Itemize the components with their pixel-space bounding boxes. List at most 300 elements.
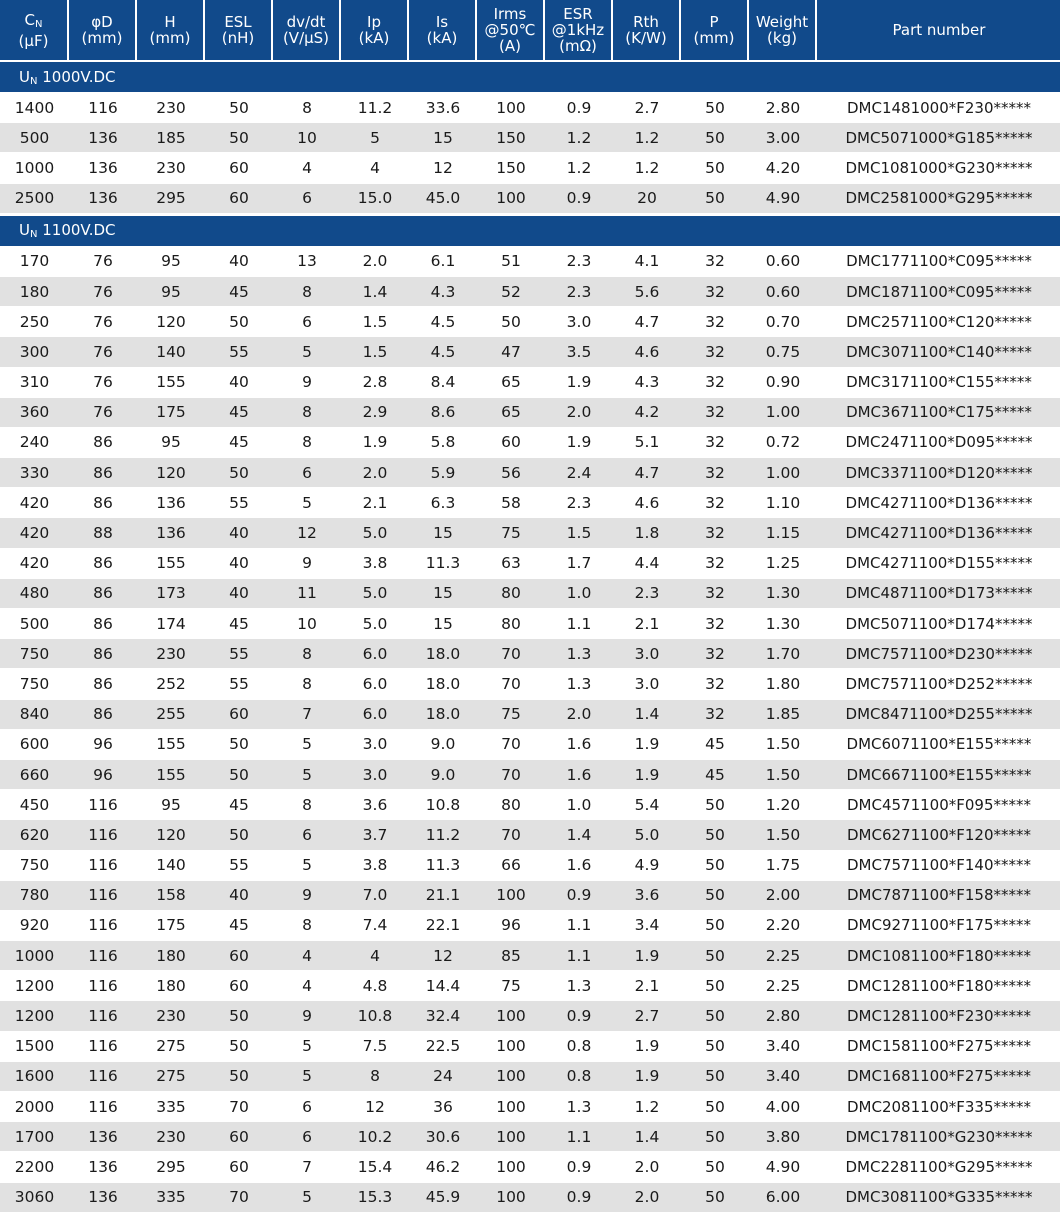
cell-esl: 60 bbox=[205, 1152, 273, 1182]
column-header-part-number bbox=[817, 0, 1060, 60]
cell-diameter: 136 bbox=[69, 1122, 137, 1152]
table-row bbox=[0, 579, 1060, 609]
cell-pitch: 50 bbox=[681, 911, 749, 941]
cell-is: 15 bbox=[409, 609, 477, 639]
cell-part-number: DMC1781100*G230***** bbox=[817, 1122, 1060, 1152]
cell-dv-dt: 4 bbox=[273, 941, 341, 971]
cell-esl: 50 bbox=[205, 93, 273, 123]
cell-pitch: 50 bbox=[681, 1122, 749, 1152]
cell-weight: 1.30 bbox=[749, 579, 817, 609]
cell-capacitance: 660 bbox=[0, 760, 69, 790]
cell-height: 140 bbox=[137, 851, 205, 881]
cell-diameter: 136 bbox=[69, 153, 137, 183]
cell-dv-dt: 9 bbox=[273, 1001, 341, 1031]
cell-esl: 55 bbox=[205, 639, 273, 669]
cell-diameter: 76 bbox=[69, 368, 137, 398]
cell-pitch: 50 bbox=[681, 790, 749, 820]
cell-diameter: 136 bbox=[69, 1183, 137, 1213]
cell-rth: 3.4 bbox=[613, 911, 681, 941]
cell-esl: 50 bbox=[205, 1032, 273, 1062]
table-row bbox=[0, 820, 1060, 850]
cell-esl: 50 bbox=[205, 730, 273, 760]
cell-ip: 1.4 bbox=[341, 277, 409, 307]
cell-esr: 0.9 bbox=[545, 881, 613, 911]
cell-rth: 2.0 bbox=[613, 1152, 681, 1182]
cell-pitch: 32 bbox=[681, 247, 749, 277]
cell-diameter: 86 bbox=[69, 549, 137, 579]
cell-diameter: 86 bbox=[69, 428, 137, 458]
column-header-line: Weight bbox=[755, 13, 809, 31]
cell-esl: 55 bbox=[205, 488, 273, 518]
column-header-pitch bbox=[681, 0, 749, 60]
cell-rth: 1.2 bbox=[613, 1092, 681, 1122]
cell-esl: 60 bbox=[205, 971, 273, 1001]
cell-ip: 5.0 bbox=[341, 579, 409, 609]
cell-esr: 0.9 bbox=[545, 184, 613, 214]
cell-esr: 2.3 bbox=[545, 277, 613, 307]
cell-height: 95 bbox=[137, 790, 205, 820]
cell-is: 15 bbox=[409, 518, 477, 548]
cell-diameter: 86 bbox=[69, 458, 137, 488]
cell-dv-dt: 11 bbox=[273, 579, 341, 609]
table-row bbox=[0, 790, 1060, 820]
cell-diameter: 136 bbox=[69, 1152, 137, 1182]
cell-ip: 7.0 bbox=[341, 881, 409, 911]
cell-weight: 1.50 bbox=[749, 820, 817, 850]
cell-esl: 40 bbox=[205, 247, 273, 277]
cell-height: 335 bbox=[137, 1183, 205, 1213]
cell-irms: 85 bbox=[477, 941, 545, 971]
cell-part-number: DMC4871100*D173***** bbox=[817, 579, 1060, 609]
cell-diameter: 116 bbox=[69, 1032, 137, 1062]
cell-capacitance: 1200 bbox=[0, 1001, 69, 1031]
cell-irms: 100 bbox=[477, 1062, 545, 1092]
cell-capacitance: 1000 bbox=[0, 153, 69, 183]
cell-irms: 100 bbox=[477, 1122, 545, 1152]
cell-ip: 15.3 bbox=[341, 1183, 409, 1213]
cell-esr: 1.1 bbox=[545, 941, 613, 971]
cell-dv-dt: 10 bbox=[273, 123, 341, 153]
cell-ip: 2.8 bbox=[341, 368, 409, 398]
cell-irms: 150 bbox=[477, 123, 545, 153]
cell-dv-dt: 6 bbox=[273, 1092, 341, 1122]
table-row bbox=[0, 123, 1060, 153]
table-row bbox=[0, 307, 1060, 337]
cell-esl: 70 bbox=[205, 1092, 273, 1122]
cell-dv-dt: 6 bbox=[273, 1122, 341, 1152]
column-header-line: Is bbox=[435, 13, 449, 31]
cell-height: 158 bbox=[137, 881, 205, 911]
cell-irms: 100 bbox=[477, 1092, 545, 1122]
cell-diameter: 86 bbox=[69, 579, 137, 609]
cell-esl: 60 bbox=[205, 941, 273, 971]
cell-esl: 40 bbox=[205, 881, 273, 911]
cell-capacitance: 1700 bbox=[0, 1122, 69, 1152]
cell-ip: 2.0 bbox=[341, 458, 409, 488]
cell-ip: 2.1 bbox=[341, 488, 409, 518]
cell-esl: 50 bbox=[205, 307, 273, 337]
cell-is: 14.4 bbox=[409, 971, 477, 1001]
cell-rth: 1.4 bbox=[613, 1122, 681, 1152]
cell-dv-dt: 6 bbox=[273, 307, 341, 337]
cell-is: 30.6 bbox=[409, 1122, 477, 1152]
cell-height: 175 bbox=[137, 398, 205, 428]
cell-irms: 65 bbox=[477, 368, 545, 398]
cell-part-number: DMC2081100*F335***** bbox=[817, 1092, 1060, 1122]
cell-height: 120 bbox=[137, 820, 205, 850]
cell-rth: 2.1 bbox=[613, 609, 681, 639]
cell-weight: 4.00 bbox=[749, 1092, 817, 1122]
cell-weight: 1.80 bbox=[749, 669, 817, 699]
cell-weight: 1.10 bbox=[749, 488, 817, 518]
cell-part-number: DMC7571100*D230***** bbox=[817, 639, 1060, 669]
cell-is: 18.0 bbox=[409, 669, 477, 699]
cell-esl: 40 bbox=[205, 518, 273, 548]
cell-esr: 1.6 bbox=[545, 851, 613, 881]
cell-weight: 2.20 bbox=[749, 911, 817, 941]
column-header-line: (K/W) bbox=[625, 29, 667, 47]
cell-pitch: 32 bbox=[681, 488, 749, 518]
column-header-is bbox=[409, 0, 477, 60]
cell-diameter: 116 bbox=[69, 1092, 137, 1122]
cell-dv-dt: 8 bbox=[273, 790, 341, 820]
cell-capacitance: 750 bbox=[0, 669, 69, 699]
cell-dv-dt: 5 bbox=[273, 337, 341, 367]
cell-irms: 100 bbox=[477, 1152, 545, 1182]
table-row bbox=[0, 277, 1060, 307]
cell-part-number: DMC3371100*D120***** bbox=[817, 458, 1060, 488]
cell-part-number: DMC6671100*E155***** bbox=[817, 760, 1060, 790]
table-row bbox=[0, 700, 1060, 730]
cell-rth: 4.7 bbox=[613, 307, 681, 337]
cell-part-number: DMC3671100*C175***** bbox=[817, 398, 1060, 428]
cell-ip: 3.8 bbox=[341, 549, 409, 579]
cell-diameter: 116 bbox=[69, 1001, 137, 1031]
cell-capacitance: 750 bbox=[0, 639, 69, 669]
cell-dv-dt: 12 bbox=[273, 518, 341, 548]
cell-esl: 45 bbox=[205, 911, 273, 941]
table-row bbox=[0, 184, 1060, 214]
table-row bbox=[0, 153, 1060, 183]
cell-diameter: 86 bbox=[69, 639, 137, 669]
cell-weight: 1.85 bbox=[749, 700, 817, 730]
cell-is: 11.3 bbox=[409, 851, 477, 881]
cell-capacitance: 1500 bbox=[0, 1032, 69, 1062]
cell-weight: 1.70 bbox=[749, 639, 817, 669]
cell-esl: 45 bbox=[205, 790, 273, 820]
cell-dv-dt: 5 bbox=[273, 730, 341, 760]
cell-ip: 2.0 bbox=[341, 247, 409, 277]
cell-ip: 1.9 bbox=[341, 428, 409, 458]
cell-capacitance: 170 bbox=[0, 247, 69, 277]
column-header-line: H bbox=[164, 13, 176, 31]
cell-height: 95 bbox=[137, 428, 205, 458]
cell-ip: 12 bbox=[341, 1092, 409, 1122]
cell-esr: 0.9 bbox=[545, 93, 613, 123]
cell-esr: 1.0 bbox=[545, 790, 613, 820]
cell-esr: 1.1 bbox=[545, 911, 613, 941]
cell-diameter: 76 bbox=[69, 337, 137, 367]
column-header-rth bbox=[613, 0, 681, 60]
table-row bbox=[0, 247, 1060, 277]
table-row bbox=[0, 881, 1060, 911]
cell-weight: 0.75 bbox=[749, 337, 817, 367]
cell-pitch: 32 bbox=[681, 458, 749, 488]
cell-irms: 80 bbox=[477, 579, 545, 609]
cell-diameter: 86 bbox=[69, 669, 137, 699]
cell-irms: 70 bbox=[477, 669, 545, 699]
cell-diameter: 76 bbox=[69, 307, 137, 337]
cell-rth: 5.0 bbox=[613, 820, 681, 850]
cell-ip: 3.0 bbox=[341, 730, 409, 760]
cell-weight: 1.50 bbox=[749, 760, 817, 790]
cell-esl: 50 bbox=[205, 820, 273, 850]
cell-is: 11.3 bbox=[409, 549, 477, 579]
column-header-line: @50℃ bbox=[484, 21, 536, 39]
column-header-line: (mΩ) bbox=[559, 37, 597, 55]
column-header-line: Rth bbox=[633, 13, 659, 31]
cell-part-number: DMC7571100*D252***** bbox=[817, 669, 1060, 699]
cell-irms: 75 bbox=[477, 700, 545, 730]
cell-part-number: DMC1871100*C095***** bbox=[817, 277, 1060, 307]
cell-capacitance: 240 bbox=[0, 428, 69, 458]
cell-esr: 2.0 bbox=[545, 398, 613, 428]
cell-weight: 1.20 bbox=[749, 790, 817, 820]
cell-height: 173 bbox=[137, 579, 205, 609]
cell-esl: 45 bbox=[205, 609, 273, 639]
cell-weight: 1.00 bbox=[749, 398, 817, 428]
cell-pitch: 32 bbox=[681, 337, 749, 367]
cell-is: 21.1 bbox=[409, 881, 477, 911]
cell-irms: 63 bbox=[477, 549, 545, 579]
cell-rth: 1.2 bbox=[613, 123, 681, 153]
cell-esr: 2.3 bbox=[545, 488, 613, 518]
cell-height: 230 bbox=[137, 639, 205, 669]
column-header-line: (kA) bbox=[358, 29, 390, 47]
cell-diameter: 96 bbox=[69, 760, 137, 790]
cell-capacitance: 600 bbox=[0, 730, 69, 760]
cell-esr: 0.8 bbox=[545, 1062, 613, 1092]
cell-height: 120 bbox=[137, 458, 205, 488]
cell-ip: 5.0 bbox=[341, 518, 409, 548]
cell-is: 4.5 bbox=[409, 307, 477, 337]
cell-part-number: DMC3171100*C155***** bbox=[817, 368, 1060, 398]
table-row bbox=[0, 669, 1060, 699]
cell-weight: 1.75 bbox=[749, 851, 817, 881]
cell-is: 45.9 bbox=[409, 1183, 477, 1213]
cell-part-number: DMC1281100*F180***** bbox=[817, 971, 1060, 1001]
cell-part-number: DMC4271100*D136***** bbox=[817, 518, 1060, 548]
cell-is: 12 bbox=[409, 941, 477, 971]
column-header-line: (A) bbox=[499, 37, 521, 55]
cell-weight: 4.90 bbox=[749, 184, 817, 214]
cell-is: 15 bbox=[409, 579, 477, 609]
cell-dv-dt: 5 bbox=[273, 488, 341, 518]
table-row bbox=[0, 337, 1060, 367]
column-header-line: (nH) bbox=[221, 29, 255, 47]
cell-ip: 5.0 bbox=[341, 609, 409, 639]
cell-weight: 1.25 bbox=[749, 549, 817, 579]
cell-capacitance: 1400 bbox=[0, 93, 69, 123]
cell-capacitance: 500 bbox=[0, 609, 69, 639]
cell-is: 32.4 bbox=[409, 1001, 477, 1031]
table-row bbox=[0, 730, 1060, 760]
cell-height: 155 bbox=[137, 730, 205, 760]
table-row bbox=[0, 1122, 1060, 1152]
column-header-ip bbox=[341, 0, 409, 60]
cell-part-number: DMC6071100*E155***** bbox=[817, 730, 1060, 760]
column-header-line: Irms bbox=[493, 5, 527, 23]
cell-is: 15 bbox=[409, 123, 477, 153]
cell-height: 252 bbox=[137, 669, 205, 699]
cell-weight: 0.60 bbox=[749, 247, 817, 277]
cell-height: 155 bbox=[137, 760, 205, 790]
column-header-esl bbox=[205, 0, 273, 60]
cell-pitch: 50 bbox=[681, 1092, 749, 1122]
cell-is: 24 bbox=[409, 1062, 477, 1092]
cell-irms: 56 bbox=[477, 458, 545, 488]
cell-diameter: 116 bbox=[69, 971, 137, 1001]
cell-ip: 5 bbox=[341, 123, 409, 153]
cell-part-number: DMC6271100*F120***** bbox=[817, 820, 1060, 850]
cell-dv-dt: 8 bbox=[273, 669, 341, 699]
cell-esl: 50 bbox=[205, 760, 273, 790]
cell-rth: 4.2 bbox=[613, 398, 681, 428]
section-voltage-label: $U_N$ 1000V.DC bbox=[0, 60, 1060, 93]
cell-pitch: 50 bbox=[681, 123, 749, 153]
cell-part-number: DMC5071100*D174***** bbox=[817, 609, 1060, 639]
cell-height: 275 bbox=[137, 1062, 205, 1092]
cell-esr: 1.3 bbox=[545, 1092, 613, 1122]
cell-height: 155 bbox=[137, 368, 205, 398]
cell-esr: 1.3 bbox=[545, 971, 613, 1001]
cell-is: 9.0 bbox=[409, 730, 477, 760]
cell-rth: 1.4 bbox=[613, 700, 681, 730]
cell-esr: 1.5 bbox=[545, 518, 613, 548]
cell-weight: 0.60 bbox=[749, 277, 817, 307]
cell-irms: 75 bbox=[477, 971, 545, 1001]
table-row bbox=[0, 1152, 1060, 1182]
cell-dv-dt: 8 bbox=[273, 911, 341, 941]
cell-is: 5.8 bbox=[409, 428, 477, 458]
cell-esl: 50 bbox=[205, 1062, 273, 1092]
cell-rth: 4.7 bbox=[613, 458, 681, 488]
cell-diameter: 76 bbox=[69, 398, 137, 428]
cell-dv-dt: 7 bbox=[273, 700, 341, 730]
cell-weight: 2.25 bbox=[749, 971, 817, 1001]
cell-ip: 6.0 bbox=[341, 669, 409, 699]
table-row bbox=[0, 760, 1060, 790]
column-header-line: Ip bbox=[367, 13, 381, 31]
cell-esr: 1.3 bbox=[545, 639, 613, 669]
cell-capacitance: 3060 bbox=[0, 1183, 69, 1213]
column-header-line: (kA) bbox=[426, 29, 458, 47]
cell-diameter: 136 bbox=[69, 123, 137, 153]
cell-is: 45.0 bbox=[409, 184, 477, 214]
cell-pitch: 32 bbox=[681, 639, 749, 669]
cell-ip: 4 bbox=[341, 941, 409, 971]
cell-esr: 1.1 bbox=[545, 1122, 613, 1152]
cell-pitch: 45 bbox=[681, 730, 749, 760]
cell-part-number: DMC7871100*F158***** bbox=[817, 881, 1060, 911]
cell-part-number: DMC1081000*G230***** bbox=[817, 153, 1060, 183]
cell-esl: 55 bbox=[205, 851, 273, 881]
cell-height: 175 bbox=[137, 911, 205, 941]
cell-esl: 50 bbox=[205, 123, 273, 153]
cell-diameter: 116 bbox=[69, 851, 137, 881]
column-header-line: (V/µS) bbox=[282, 29, 330, 47]
cell-part-number: DMC2571100*C120***** bbox=[817, 307, 1060, 337]
cell-esr: 3.5 bbox=[545, 337, 613, 367]
cell-height: 230 bbox=[137, 1001, 205, 1031]
cell-esr: 0.9 bbox=[545, 1183, 613, 1213]
cell-esl: 50 bbox=[205, 1001, 273, 1031]
cell-capacitance: 920 bbox=[0, 911, 69, 941]
cell-esl: 60 bbox=[205, 184, 273, 214]
cell-dv-dt: 5 bbox=[273, 851, 341, 881]
cell-capacitance: 360 bbox=[0, 398, 69, 428]
table-row bbox=[0, 1092, 1060, 1122]
cell-irms: 100 bbox=[477, 1001, 545, 1031]
cell-weight: 3.40 bbox=[749, 1062, 817, 1092]
cell-dv-dt: 8 bbox=[273, 398, 341, 428]
cell-diameter: 116 bbox=[69, 911, 137, 941]
cell-part-number: DMC4271100*D136***** bbox=[817, 488, 1060, 518]
cell-pitch: 32 bbox=[681, 307, 749, 337]
cell-irms: 60 bbox=[477, 428, 545, 458]
cell-weight: 0.72 bbox=[749, 428, 817, 458]
cell-weight: 3.40 bbox=[749, 1032, 817, 1062]
column-header-line: @1kHz bbox=[551, 21, 605, 39]
cell-irms: 47 bbox=[477, 337, 545, 367]
cell-esr: 1.2 bbox=[545, 153, 613, 183]
cell-pitch: 50 bbox=[681, 941, 749, 971]
cell-diameter: 116 bbox=[69, 820, 137, 850]
cell-height: 335 bbox=[137, 1092, 205, 1122]
cell-pitch: 32 bbox=[681, 398, 749, 428]
cell-irms: 75 bbox=[477, 518, 545, 548]
cell-height: 230 bbox=[137, 1122, 205, 1152]
cell-weight: 6.00 bbox=[749, 1183, 817, 1213]
cell-irms: 80 bbox=[477, 609, 545, 639]
cell-is: 18.0 bbox=[409, 700, 477, 730]
column-header-line: $C_N$ bbox=[24, 10, 43, 30]
cell-is: 18.0 bbox=[409, 639, 477, 669]
cell-diameter: 76 bbox=[69, 277, 137, 307]
cell-irms: 96 bbox=[477, 911, 545, 941]
column-header-diameter bbox=[69, 0, 137, 60]
cell-rth: 2.7 bbox=[613, 1001, 681, 1031]
column-header-line: (kg) bbox=[767, 29, 797, 47]
cell-ip: 15.0 bbox=[341, 184, 409, 214]
cell-pitch: 50 bbox=[681, 184, 749, 214]
cell-dv-dt: 4 bbox=[273, 971, 341, 1001]
cell-dv-dt: 6 bbox=[273, 458, 341, 488]
cell-rth: 4.9 bbox=[613, 851, 681, 881]
cell-part-number: DMC1771100*C095***** bbox=[817, 247, 1060, 277]
cell-pitch: 50 bbox=[681, 153, 749, 183]
cell-esl: 40 bbox=[205, 549, 273, 579]
cell-esr: 2.3 bbox=[545, 247, 613, 277]
cell-pitch: 32 bbox=[681, 579, 749, 609]
cell-weight: 0.70 bbox=[749, 307, 817, 337]
cell-esl: 60 bbox=[205, 700, 273, 730]
cell-rth: 5.4 bbox=[613, 790, 681, 820]
column-header-line: φD bbox=[91, 13, 113, 31]
cell-weight: 3.00 bbox=[749, 123, 817, 153]
cell-esl: 70 bbox=[205, 1183, 273, 1213]
cell-weight: 2.80 bbox=[749, 93, 817, 123]
